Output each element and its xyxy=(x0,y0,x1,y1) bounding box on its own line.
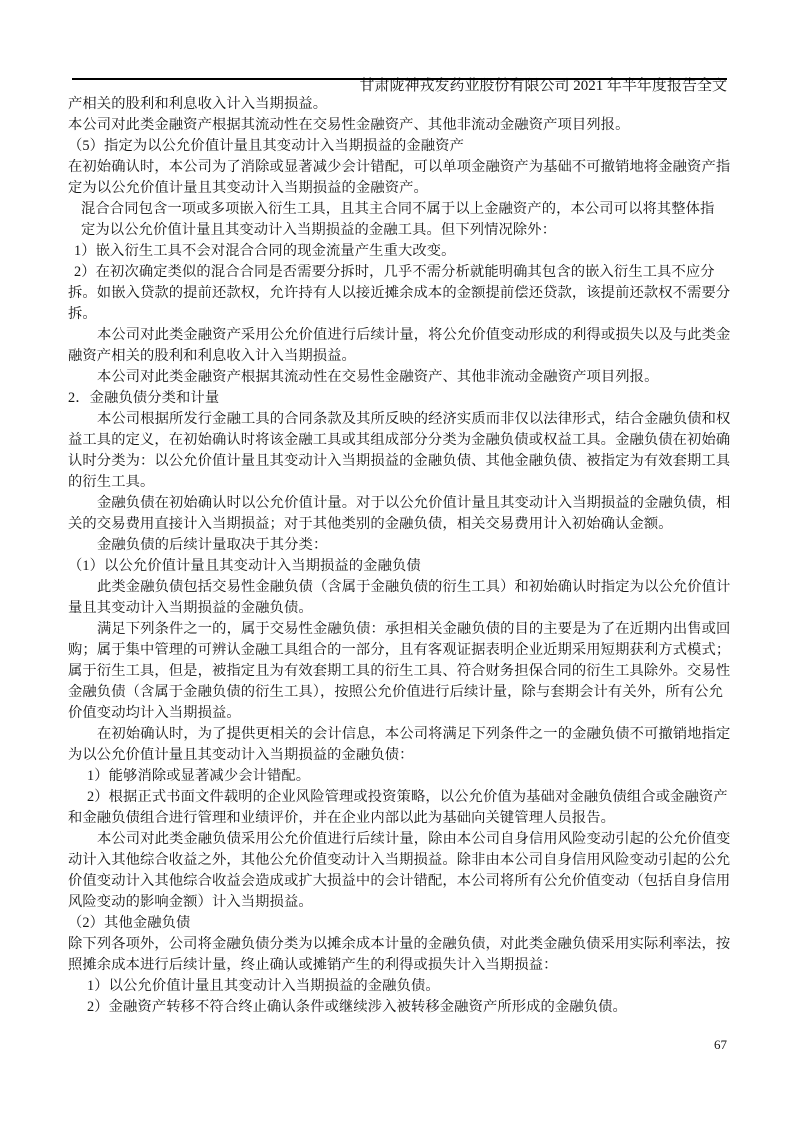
text-line: 金融负债（含属于金融负债的衍生工具），按照公允价值进行后续计量，除与套期会计有关外，所有公允 xyxy=(68,684,724,700)
text-line: 购；属于集中管理的可辨认金融工具组合的一部分，且有客观证据表明企业近期采用短期获利方式模式； xyxy=(68,642,730,658)
text-line: 2）金融资产转移不符合终止确认条件或继续涉入被转移金融资产所形成的金融负债。 xyxy=(87,999,627,1015)
text-line: 拆。 xyxy=(68,306,97,322)
text-line: 和金融负债组合进行管理和业绩评价，并在企业内部以此为基础向关键管理人员报告。 xyxy=(68,810,616,826)
text-line: 2）根据正式书面文件载明的企业风险管理或投资策略，以公允价值为基础对金融负债组合或金融资产 xyxy=(87,789,728,805)
text-line: 本公司对此类金融负债采用公允价值进行后续计量，除由本公司自身信用风险变动引起的公允价值变 xyxy=(97,831,730,847)
text-line: 产相关的股利和利息收入计入当期损益。 xyxy=(68,96,328,112)
text-line: （1）以公允价值计量且其变动计入当期损益的金融负债 xyxy=(68,558,421,574)
text-line: 本公司对此类金融资产根据其流动性在交易性金融资产、其他非流动金融资产项目列报。 xyxy=(68,117,630,133)
text-line: 的衍生工具。 xyxy=(68,474,155,490)
text-line: 属于衍生工具，但是，被指定且为有效套期工具的衍生工具、符合财务担保合同的衍生工具除外。交易性 xyxy=(68,663,730,679)
text-line: 照摊余成本进行后续计量，终止确认或摊销产生的利得或损失计入当期损益： xyxy=(68,957,558,973)
text-line: 除下列各项外，公司将金融负债分类为以摊余成本计量的金融负债，对此类金融负债采用实际利率法，按 xyxy=(68,936,730,952)
text-line: 量且其变动计入当期损益的金融负债。 xyxy=(68,600,313,616)
text-line: 融资产相关的股利和利息收入计入当期损益。 xyxy=(68,348,356,364)
text-line: 在初始确认时，本公司为了消除或显著减少会计错配，可以单项金融资产为基础不可撤销地将金融资产指 xyxy=(68,159,730,175)
text-line: （5）指定为以公允价值计量且其变动计入当期损益的金融资产 xyxy=(68,138,464,154)
text-line: 关的交易费用直接计入当期损益；对于其他类别的金融负债，相关交易费用计入初始确认金额。 xyxy=(68,516,673,532)
text-line: （2）其他金融负债 xyxy=(68,915,191,931)
header-title: 甘肃陇神戎发药业股份有限公司 2021 年半年度报告全文 xyxy=(359,78,727,94)
text-line: 动计入其他综合收益之外，其他公允价值变动计入当期损益。除非由本公司自身信用风险变动引起的公允 xyxy=(68,852,730,868)
text-line: 拆。如嵌入贷款的提前还款权，允许持有人以接近摊余成本的金额提前偿还贷款，该提前还款权不需要分 xyxy=(68,285,730,301)
text-line: 定为以公允价值计量且其变动计入当期损益的金融资产。 xyxy=(68,180,428,196)
text-line: 2．金融负债分类和计量 xyxy=(68,390,220,406)
text-line: 本公司对此类金融资产根据其流动性在交易性金融资产、其他非流动金融资产项目列报。 xyxy=(97,369,659,385)
text-line: 混合合同包含一项或多项嵌入衍生工具，且其主合同不属于以上金融资产的，本公司可以将其整体指 xyxy=(81,201,715,217)
text-line: 风险变动的影响金额）计入当期损益。 xyxy=(68,894,313,910)
text-line: 本公司对此类金融资产采用公允价值进行后续计量，将公允价值变动形成的利得或损失以及与此类金 xyxy=(97,327,730,343)
text-line: 定为以公允价值计量且其变动计入当期损益的金融工具。但下列情况除外： xyxy=(81,222,557,238)
text-line: 1）能够消除或显著减少会计错配。 xyxy=(87,768,311,784)
text-line: 本公司根据所发行金融工具的合同条款及其所反映的经济实质而非仅以法律形式，结合金融负债和权 xyxy=(97,411,730,427)
text-line: 金融负债的后续计量取决于其分类： xyxy=(97,537,328,553)
text-line: 为以公允价值计量且其变动计入当期损益的金融负债： xyxy=(68,747,414,763)
text-line: 1）以公允价值计量且其变动计入当期损益的金融负债。 xyxy=(87,978,440,994)
text-line: 2）在初次确定类似的混合合同是否需要分拆时，几乎不需分析就能明确其包含的嵌入衍生工具不应分 xyxy=(74,264,715,280)
text-line: 在初始确认时，为了提供更相关的会计信息，本公司将满足下列条件之一的金融负债不可撤销地指定 xyxy=(97,726,730,742)
text-line: 认时分类为：以公允价值计量且其变动计入当期损益的金融负债、其他金融负债、被指定为有效套期工具 xyxy=(68,453,730,469)
text-line: 价值变动计入其他综合收益会造成或扩大损益中的会计错配，本公司将所有公允价值变动（包括自身信用 xyxy=(68,873,730,889)
text-line: 益工具的定义，在初始确认时将该金融工具或其组成部分分类为金融负债或权益工具。金融负债在初始确 xyxy=(68,432,730,448)
header-rule xyxy=(72,78,727,80)
text-line: 满足下列条件之一的，属于交易性金融负债：承担相关金融负债的目的主要是为了在近期内出售或回 xyxy=(97,621,730,637)
document-body xyxy=(68,94,730,1018)
text-line: 1）嵌入衍生工具不会对混合合同的现金流量产生重大改变。 xyxy=(74,243,456,259)
text-line: 此类金融负债包括交易性金融负债（含属于金融负债的衍生工具）和初始确认时指定为以公允价值计 xyxy=(97,579,730,595)
text-line: 价值变动均计入当期损益。 xyxy=(68,705,241,721)
page-number: 67 xyxy=(714,1037,727,1052)
text-line: 金融负债在初始确认时以公允价值计量。对于以公允价值计量且其变动计入当期损益的金融负债，相 xyxy=(97,495,730,511)
